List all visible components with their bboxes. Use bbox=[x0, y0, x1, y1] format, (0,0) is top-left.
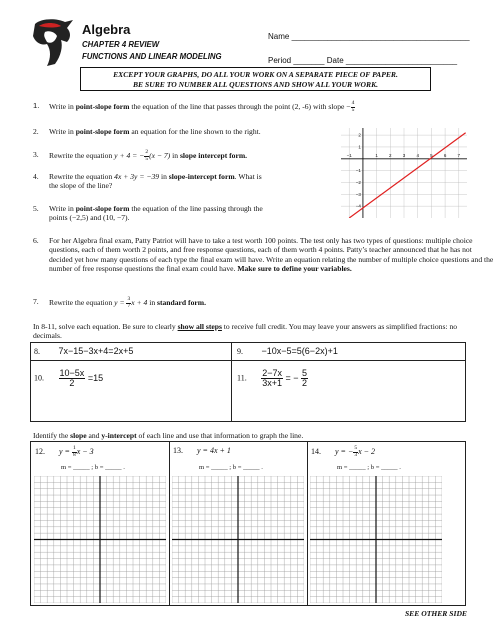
p11-frac-den: 3x+1 bbox=[262, 378, 282, 388]
graph-grid-13[interactable] bbox=[172, 476, 304, 603]
solve-intro-b: show all steps bbox=[177, 322, 222, 331]
p11-fraction-right bbox=[301, 369, 308, 388]
q4-text-a: Rewrite the equation bbox=[49, 172, 115, 181]
q3-text-a: Rewrite the equation bbox=[49, 150, 115, 160]
problem-9 bbox=[237, 346, 338, 357]
q7-equation-right: x + 4 bbox=[131, 297, 148, 307]
q1-slope-den: 5 bbox=[351, 106, 355, 113]
name-blank: ________________________________________ bbox=[291, 32, 470, 41]
p12-frac-den: 8 bbox=[72, 451, 76, 458]
solve-intro-c: to receive full credit. You may leave your answers as simplified fractions: no decimals. bbox=[33, 322, 458, 341]
period-date-field[interactable] bbox=[268, 56, 457, 66]
x-tick-label: 3 bbox=[402, 152, 406, 158]
solve-instructions bbox=[33, 322, 473, 341]
y-tick-label: −4 bbox=[355, 203, 361, 209]
solve-table bbox=[30, 342, 466, 422]
graph-grid-12[interactable] bbox=[34, 476, 166, 603]
problem-13 bbox=[173, 446, 231, 456]
q2-text-c: an equation for the line shown to the right. bbox=[129, 127, 261, 136]
graphing-table bbox=[30, 441, 466, 606]
p11-frac-num: 2−7x bbox=[262, 368, 282, 378]
q7-equation-left: y = bbox=[114, 297, 127, 307]
q5-text-d: points bbox=[49, 213, 70, 223]
graph-grid-14[interactable] bbox=[310, 476, 442, 603]
q1-slope-num: 4 bbox=[351, 100, 355, 106]
graphed-line bbox=[346, 133, 465, 218]
p9-number: 9. bbox=[237, 347, 243, 356]
graph-intro-intercept: y-intercept bbox=[101, 431, 137, 440]
q4-text-d: . What is bbox=[234, 172, 262, 181]
problem-8 bbox=[34, 346, 133, 357]
q1-text-b: point-slope form bbox=[75, 101, 130, 111]
q5-text-b: point-slope form bbox=[75, 204, 130, 213]
p12-frac-num: 1 bbox=[72, 445, 76, 451]
x-tick-label: 4 bbox=[416, 152, 419, 158]
q6-text: For her Algebra final exam, Patty Patriot will have to take a test worth 100 points. The test only has two types of questions: multiple choice questions, each of them worth 2 points, and free response questions, each of them worth 4 points. Patty’s teacher announced that he has not decided yet how many questions of each type the final exam will have. Write an equation relating the number of multiple choice questions and the number of free response questions the final exam could have. bbox=[49, 236, 494, 274]
graphing-instructions bbox=[33, 431, 473, 440]
period-label: Period bbox=[268, 56, 292, 65]
p11-fraction-left bbox=[261, 369, 283, 388]
graph-intro-a: Identify the bbox=[33, 431, 71, 440]
q7-frac-num: 3 bbox=[127, 296, 131, 302]
q3-frac-num: 2 bbox=[145, 149, 149, 155]
problem-12 bbox=[35, 446, 94, 458]
solve-intro-a: In 8-11, solve each equation. Be sure to clearly bbox=[33, 322, 178, 331]
y-tick-label: 2 bbox=[358, 132, 361, 138]
q7-frac-den: 7 bbox=[127, 302, 131, 309]
banner-line-1: EXCEPT YOUR GRAPHS, DO ALL YOUR WORK ON A SEPARATE PIECE OF PAPER. bbox=[113, 70, 398, 79]
banner-line-2: BE SURE TO NUMBER ALL QUESTIONS AND SHOW ALL YOUR WORK. bbox=[132, 79, 379, 89]
p11-number: 11. bbox=[237, 373, 247, 383]
x-tick-label: −1 bbox=[346, 152, 352, 158]
q1-text-a: Write in bbox=[49, 101, 76, 111]
y-tick-label: −1 bbox=[355, 168, 361, 174]
p10-number: 10. bbox=[34, 373, 44, 383]
topic-subtitle: FUNCTIONS AND LINEAR MODELING bbox=[82, 52, 222, 61]
q3-equation-right: (x − 7) bbox=[149, 150, 171, 160]
x-tick-label: 5 bbox=[430, 152, 433, 158]
q7-number: 7. bbox=[33, 297, 39, 306]
p14-eq-left: y = − bbox=[335, 446, 354, 456]
q7-text-c: in bbox=[147, 297, 158, 307]
graph-intro-d: of each line and use that information to graph the line. bbox=[136, 431, 304, 440]
name-label: Name bbox=[268, 32, 290, 41]
q7-text-a: Rewrite the equation bbox=[49, 297, 115, 307]
chapter-subtitle: CHAPTER 4 REVIEW bbox=[82, 40, 160, 49]
q3-frac-den: 5 bbox=[145, 155, 149, 162]
date-blank: _________________________ bbox=[345, 56, 458, 65]
patriot-logo-icon bbox=[27, 16, 75, 68]
p12-eq-right: x − 3 bbox=[76, 446, 94, 456]
q3-number: 3. bbox=[33, 150, 39, 159]
problem-10 bbox=[34, 369, 103, 388]
q6-bold-instruction: Make sure to define your variables. bbox=[237, 264, 352, 274]
p14-frac-num: 5 bbox=[354, 445, 358, 451]
q7-text-b: standard form. bbox=[157, 297, 206, 307]
p11-mid: = − bbox=[285, 372, 299, 383]
q4-text-c: in bbox=[159, 172, 169, 181]
graph-intro-slope: slope bbox=[70, 431, 87, 440]
date-label: Date bbox=[326, 56, 344, 65]
name-field[interactable] bbox=[268, 32, 470, 42]
q5-number: 5. bbox=[33, 204, 39, 213]
q4-equation: 4x + 3y = −39 bbox=[114, 172, 160, 181]
p12-eq-left: y = bbox=[59, 446, 72, 456]
p11-rfrac-den: 2 bbox=[302, 378, 308, 388]
graph-intro-c: and bbox=[86, 431, 102, 440]
q4-text-e: the slope of the line? bbox=[49, 181, 113, 191]
y-tick-label: −3 bbox=[355, 191, 361, 197]
q5-points: (−2,5) and (10, −7). bbox=[69, 213, 130, 223]
q2-text-a: Write in bbox=[49, 127, 76, 136]
y-tick-label: 1 bbox=[358, 144, 361, 150]
p14-slope-intercept-blanks: m = _____ ; b = _____ . bbox=[337, 464, 401, 471]
p13-equation: y = 4x + 1 bbox=[197, 446, 231, 455]
p14-eq-right: x − 2 bbox=[358, 446, 376, 456]
p13-number: 13. bbox=[173, 446, 183, 455]
question-2-graph bbox=[341, 128, 467, 218]
x-tick-label: 2 bbox=[389, 152, 392, 158]
period-blank: _______ bbox=[293, 56, 325, 65]
q6-number: 6. bbox=[33, 236, 39, 245]
q1-slope-fraction bbox=[351, 101, 356, 113]
p11-rfrac-num: 5 bbox=[302, 368, 308, 378]
x-tick-label: 1 bbox=[375, 152, 378, 158]
problem-11 bbox=[237, 369, 308, 388]
p14-number: 14. bbox=[311, 446, 321, 456]
p10-fraction bbox=[59, 369, 86, 388]
q1-number: 1. bbox=[33, 101, 40, 110]
footer-note: SEE OTHER SIDE bbox=[404, 608, 467, 618]
q3-text-c: in bbox=[170, 150, 180, 160]
p13-slope-intercept-blanks: m = _____ ; b = _____ . bbox=[199, 464, 263, 471]
q5-text-a: Write in bbox=[49, 204, 76, 213]
p8-equation: 7x−15−3x+4=2x+5 bbox=[58, 346, 134, 356]
p8-number: 8. bbox=[34, 347, 40, 356]
q4-number: 4. bbox=[33, 172, 39, 181]
q2-number: 2. bbox=[33, 127, 39, 136]
q1-text-c: the equation of the line that passes through the point (2, -6) with slope bbox=[129, 101, 347, 111]
p12-slope-intercept-blanks: m = _____ ; b = _____ . bbox=[61, 464, 125, 471]
p10-frac-num: 10−5x bbox=[59, 368, 85, 378]
q4-text-b: slope-intercept form bbox=[168, 172, 235, 181]
p10-frac-den: 2 bbox=[69, 378, 75, 388]
p9-equation: −10x−5=5(6−2x)+1 bbox=[261, 346, 338, 356]
p14-frac-den: 3 bbox=[354, 451, 358, 458]
q5-text-c: the equation of the line passing through the bbox=[129, 204, 263, 213]
p12-number: 12. bbox=[35, 446, 45, 456]
q3-equation-left: y + 4 = − bbox=[114, 150, 145, 160]
p10-rhs: =15 bbox=[87, 372, 104, 383]
x-tick-label: 7 bbox=[457, 152, 461, 158]
q2-text-b: point-slope form bbox=[75, 127, 130, 136]
q1-slope-sign: − bbox=[346, 101, 351, 111]
x-tick-label: 6 bbox=[443, 152, 447, 158]
problem-14 bbox=[311, 446, 375, 458]
page-title: Algebra bbox=[82, 22, 131, 37]
y-tick-label: −2 bbox=[355, 179, 361, 185]
q3-text-b: slope intercept form. bbox=[179, 150, 248, 160]
instructions-banner bbox=[80, 67, 431, 91]
